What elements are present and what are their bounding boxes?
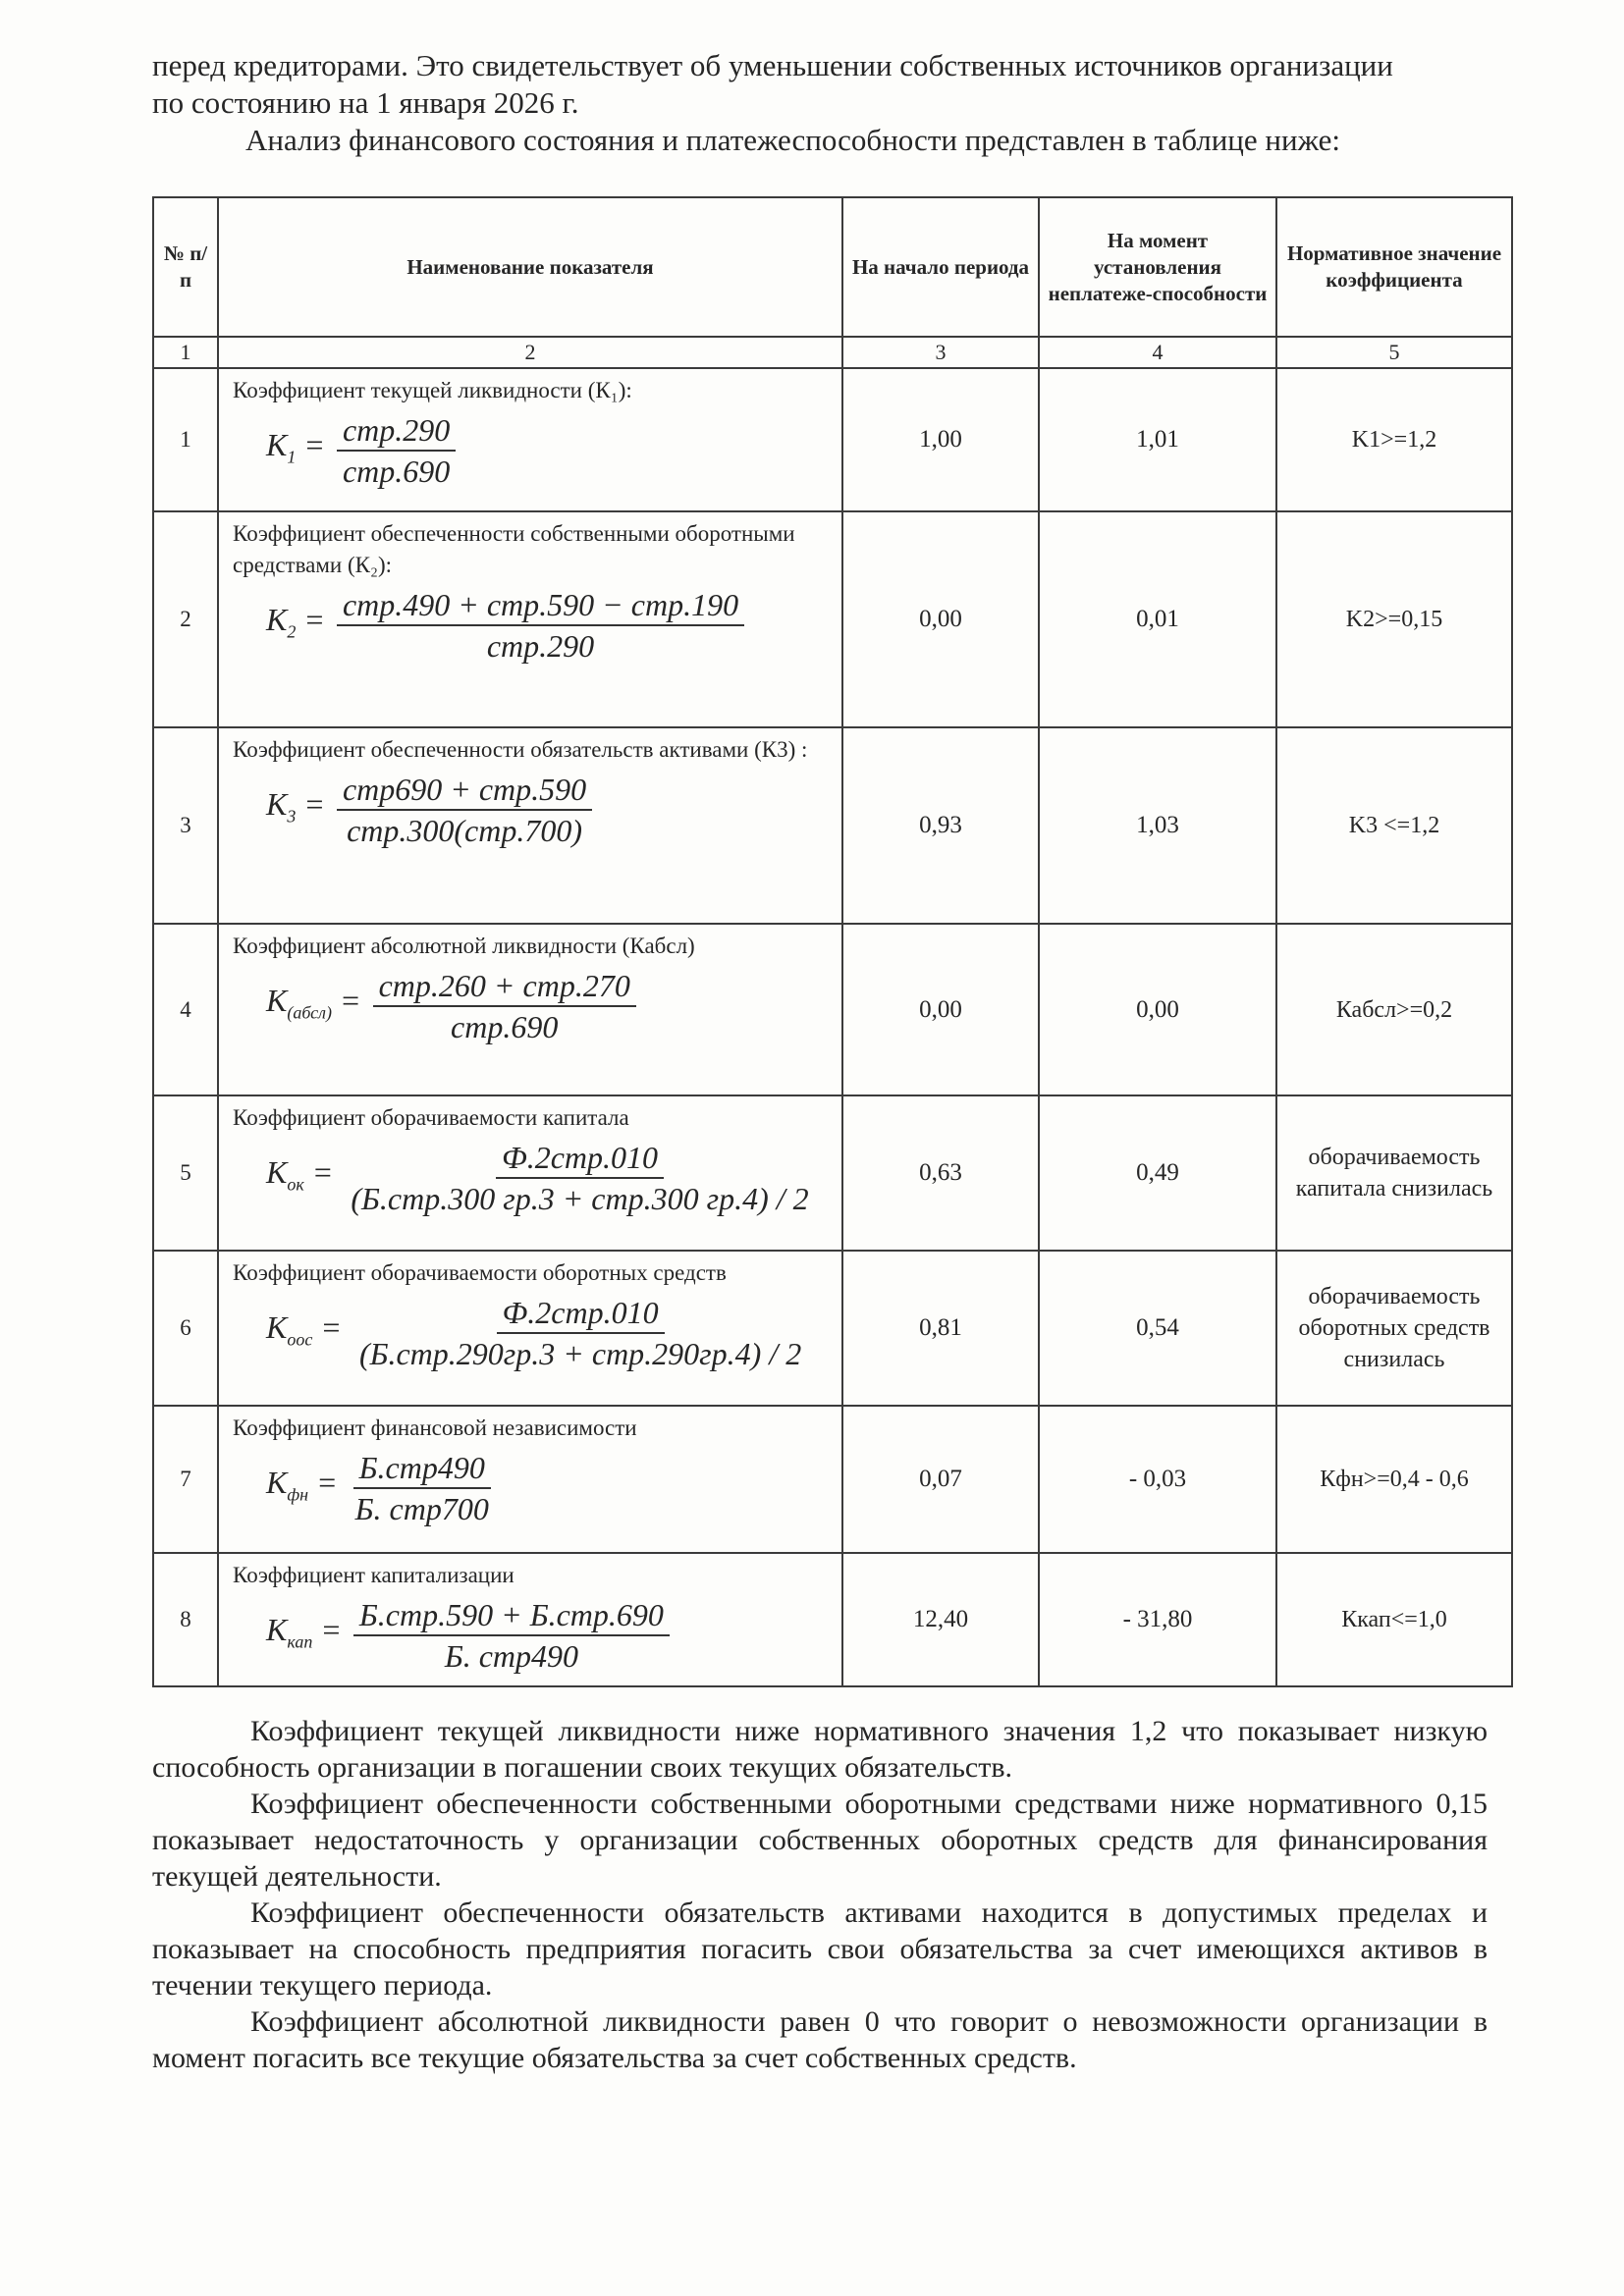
row-number: 2 xyxy=(153,511,218,727)
formula-numerator: стр.260 + стр.270 xyxy=(373,970,636,1007)
formula-denominator: Б. стр490 xyxy=(444,1638,578,1674)
value-moment: 0,54 xyxy=(1039,1251,1276,1406)
table-row xyxy=(153,1406,1512,1553)
formula-equals: = xyxy=(303,785,325,822)
value-start: 0,00 xyxy=(842,511,1039,727)
formula xyxy=(266,1142,832,1214)
table-row xyxy=(153,1095,1512,1251)
indicator-name: Коэффициент оборачиваемости оборотных средств xyxy=(233,1260,727,1285)
indicator-name: Коэффициент финансовой независимости xyxy=(233,1415,637,1440)
indicator-name: Коэффициент абсолютной ликвидности (Кабсл) xyxy=(233,934,695,958)
formula-fraction xyxy=(353,1599,670,1672)
row-number: 7 xyxy=(153,1406,218,1553)
intro-line-1: перед кредиторами. Это свидетельствует об уменьшении собственных источников организации xyxy=(152,48,1393,82)
formula-numerator: Б.стр.590 + Б.стр.690 xyxy=(353,1599,670,1636)
indicator-cell xyxy=(218,368,842,511)
formula-denominator: стр.690 xyxy=(451,1009,559,1044)
indicator-cell xyxy=(218,511,842,727)
formula-fraction xyxy=(350,1452,495,1524)
formula-numerator: стр.290 xyxy=(337,414,456,452)
formula-symbol: K xyxy=(266,982,288,1018)
value-moment: - 0,03 xyxy=(1039,1406,1276,1553)
formula xyxy=(266,589,832,662)
row-number: 1 xyxy=(153,368,218,511)
header-moment: На момент установления неплатеже-способности xyxy=(1039,197,1276,337)
formula-numerator: Ф.2стр.010 xyxy=(497,1297,665,1334)
header-start: На начало периода xyxy=(842,197,1039,337)
value-start: 12,40 xyxy=(842,1553,1039,1686)
norm-value: оборачиваемость капитала снизилась xyxy=(1276,1095,1512,1251)
formula-subscript: фн xyxy=(287,1484,309,1505)
formula-equals: = xyxy=(340,982,361,1018)
header-name: Наименование показателя xyxy=(218,197,842,337)
formula-equals: = xyxy=(320,1611,342,1647)
analysis-text xyxy=(152,1713,1488,2076)
formula-fraction xyxy=(337,774,592,846)
analysis-paragraph: Коэффициент текущей ликвидности ниже нормативного значения 1,2 что показывает низкую способность организации в погашении своих текущих обязательств. xyxy=(152,1715,1488,1784)
formula-symbol: K xyxy=(266,601,288,637)
indicator-name: Коэффициент обеспеченности собственными оборотными средствами (К₂): xyxy=(233,521,795,577)
formula xyxy=(266,970,832,1042)
analysis-paragraph: Коэффициент обеспеченности обязательств активами находится в допустимых пределах и показывает на способность предприятия погасить свои обязательства за счет имеющихся активов в течении текущего периода. xyxy=(152,1896,1488,2002)
norm-value: оборачиваемость оборотных средств снизилась xyxy=(1276,1251,1512,1406)
formula-lhs xyxy=(266,982,361,1028)
indicator-cell xyxy=(218,1095,842,1251)
formula-denominator: Б. стр700 xyxy=(354,1491,489,1526)
formula-equals: = xyxy=(303,426,325,462)
col-number: 2 xyxy=(218,337,842,368)
indicator-name: Коэффициент оборачиваемости капитала xyxy=(233,1105,629,1130)
formula-numerator: стр690 + стр.590 xyxy=(337,774,592,811)
value-start: 0,93 xyxy=(842,727,1039,924)
formula-equals: = xyxy=(303,601,325,637)
table-row xyxy=(153,924,1512,1095)
indicator-name: Коэффициент капитализации xyxy=(233,1563,514,1587)
formula-symbol: K xyxy=(266,1153,288,1190)
formula-equals: = xyxy=(316,1464,338,1500)
table-row xyxy=(153,1553,1512,1686)
formula-symbol: K xyxy=(266,426,288,462)
value-start: 0,81 xyxy=(842,1251,1039,1406)
indicator-cell xyxy=(218,1406,842,1553)
intro-line-2: по состоянию на 1 января 2026 г. xyxy=(152,85,579,120)
formula-denominator: стр.290 xyxy=(486,628,595,664)
value-start: 1,00 xyxy=(842,368,1039,511)
indicator-cell xyxy=(218,1553,842,1686)
header-norm: Нормативное значение коэффициента xyxy=(1276,197,1512,337)
financial-ratios-table xyxy=(152,196,1513,1687)
formula-lhs xyxy=(266,1308,342,1355)
intro-line-3: Анализ финансового состояния и платежеспособности представлен в таблице ниже: xyxy=(245,123,1340,157)
formula-equals: = xyxy=(320,1308,342,1345)
formula-symbol: K xyxy=(266,1611,288,1647)
norm-value: Кфн>=0,4 - 0,6 xyxy=(1276,1406,1512,1553)
formula-fraction xyxy=(353,1297,807,1369)
value-moment: 1,01 xyxy=(1039,368,1276,511)
indicator-cell xyxy=(218,924,842,1095)
value-moment: 0,00 xyxy=(1039,924,1276,1095)
norm-value: Ккап<=1,0 xyxy=(1276,1553,1512,1686)
formula-numerator: стр.490 + стр.590 − стр.190 xyxy=(337,589,744,626)
formula-lhs xyxy=(266,785,325,831)
formula-numerator: Ф.2стр.010 xyxy=(496,1142,664,1179)
row-number: 8 xyxy=(153,1553,218,1686)
formula-fraction xyxy=(345,1142,814,1214)
formula-denominator: стр.300(стр.700) xyxy=(347,813,583,848)
intro-text xyxy=(152,47,1488,159)
table-row xyxy=(153,727,1512,924)
value-start: 0,07 xyxy=(842,1406,1039,1553)
row-number: 3 xyxy=(153,727,218,924)
formula-subscript: ок xyxy=(287,1174,304,1195)
col-number: 5 xyxy=(1276,337,1512,368)
formula-equals: = xyxy=(311,1153,334,1190)
formula xyxy=(266,414,832,487)
indicator-name: Коэффициент обеспеченности обязательств активами (К3) : xyxy=(233,737,808,762)
norm-value: K1>=1,2 xyxy=(1276,368,1512,511)
value-moment: 0,01 xyxy=(1039,511,1276,727)
formula-fraction xyxy=(337,589,744,662)
formula-lhs xyxy=(266,601,325,647)
formula-numerator: Б.стр490 xyxy=(353,1452,491,1489)
table-row xyxy=(153,1251,1512,1406)
formula-lhs xyxy=(266,1464,338,1510)
formula-denominator: стр.690 xyxy=(342,454,451,489)
col-number: 3 xyxy=(842,337,1039,368)
formula xyxy=(266,1599,832,1672)
formula-subscript: (абсл) xyxy=(287,1002,332,1023)
formula xyxy=(266,1297,832,1369)
formula-symbol: K xyxy=(266,1464,288,1500)
row-number: 4 xyxy=(153,924,218,1095)
formula-fraction xyxy=(373,970,636,1042)
row-number: 6 xyxy=(153,1251,218,1406)
value-start: 0,00 xyxy=(842,924,1039,1095)
row-number: 5 xyxy=(153,1095,218,1251)
formula-symbol: K xyxy=(266,785,288,822)
value-start: 0,63 xyxy=(842,1095,1039,1251)
col-number: 1 xyxy=(153,337,218,368)
formula-subscript: оос xyxy=(287,1329,313,1350)
value-moment: 0,49 xyxy=(1039,1095,1276,1251)
value-moment: - 31,80 xyxy=(1039,1553,1276,1686)
table-row xyxy=(153,368,1512,511)
formula-subscript: 2 xyxy=(287,621,297,642)
formula xyxy=(266,1452,832,1524)
norm-value: K3 <=1,2 xyxy=(1276,727,1512,924)
formula-symbol: K xyxy=(266,1308,288,1345)
header-num: № п/п xyxy=(153,197,218,337)
indicator-name: Коэффициент текущей ликвидности (К₁): xyxy=(233,378,632,402)
col-number: 4 xyxy=(1039,337,1276,368)
column-number-row xyxy=(153,337,1512,368)
formula xyxy=(266,774,832,846)
value-moment: 1,03 xyxy=(1039,727,1276,924)
indicator-cell xyxy=(218,727,842,924)
formula-denominator: (Б.стр.290гр.3 + стр.290гр.4) / 2 xyxy=(358,1336,802,1371)
formula-subscript: кап xyxy=(287,1631,313,1652)
formula-subscript: 3 xyxy=(287,806,297,827)
norm-value: K2>=0,15 xyxy=(1276,511,1512,727)
formula-lhs xyxy=(266,426,325,472)
table-row xyxy=(153,511,1512,727)
indicator-cell xyxy=(218,1251,842,1406)
formula-lhs xyxy=(266,1153,334,1200)
formula-subscript: 1 xyxy=(287,447,297,467)
formula-lhs xyxy=(266,1611,342,1657)
table-header-row xyxy=(153,197,1512,337)
formula-denominator: (Б.стр.300 гр.3 + стр.300 гр.4) / 2 xyxy=(351,1181,809,1216)
analysis-paragraph: Коэффициент абсолютной ликвидности равен 0 что говорит о невозможности организации в момент погасить все текущие обязательства за счет собственных средств. xyxy=(152,2005,1488,2074)
norm-value: Кабсл>=0,2 xyxy=(1276,924,1512,1095)
analysis-paragraph: Коэффициент обеспеченности собственными оборотными средствами ниже нормативного 0,15 показывает недостаточность у организации собственных оборотных средств для финансирования текущей деятельности. xyxy=(152,1788,1488,1893)
formula-fraction xyxy=(337,414,456,487)
